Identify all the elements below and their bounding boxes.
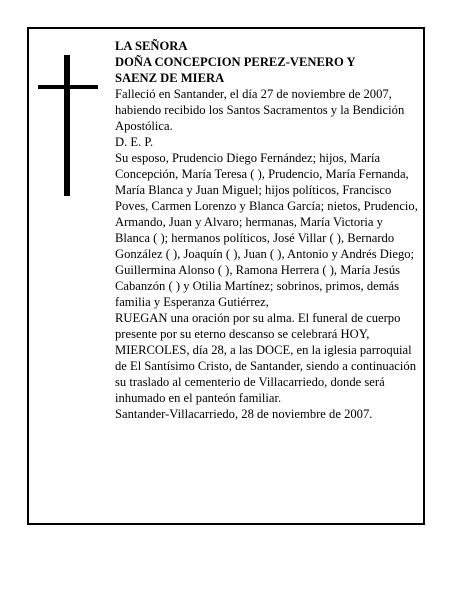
cross-vertical-bar bbox=[64, 55, 70, 196]
place-and-date: Santander-Villacarriedo, 28 de noviembre de 2007. bbox=[115, 407, 373, 421]
latin-cross-icon bbox=[38, 55, 98, 196]
funeral-details: RUEGAN una oración por su alma. El funeral de cuerpo presente por su eterno descanso se celebrará HOY, MIERCOLES, día 28, a las DOCE, en la iglesia parroquial de El Santísimo Cristo, de Santander, siendo a continuación su traslado al cementerio de Villacarriedo, donde será inhumado en el panteón familiar. bbox=[115, 311, 416, 405]
dep-line: D. E. P. bbox=[115, 135, 154, 149]
family-list: Su esposo, Prudencio Diego Fernández; hijos, María Concepción, María Teresa ( ), Prudencio, María Fernanda, María Blanca y Juan Miguel; hijos políticos, Francisco Poves, Carmen Lorenzo y Blanca García; nietos, Prudencio, Armando, Juan y Alvaro; hermanas, María Victoria y Blanca ( ); hermanos políticos, José Villar ( ), Bernardo González ( ), Joaquín ( ), Juan ( ), Antonio y Andrés Diego; Guillermina Alonso ( ), Ramona Herrera ( ), María Jesús Cabanzón ( ) y Otilia Martínez; sobrinos, primos, demás familia y Esperanza Gutiérrez, bbox=[115, 151, 418, 309]
obituary-text bbox=[115, 38, 419, 422]
death-announcement: Falleció en Santander, el día 27 de noviembre de 2007, habiendo recibido los Santos Sacramentos y la Bendición Apostólica. bbox=[115, 87, 405, 133]
notice-title: LA SEÑORA bbox=[115, 39, 188, 53]
deceased-name-line-2: SAENZ DE MIERA bbox=[115, 71, 225, 85]
cross-horizontal-bar bbox=[38, 85, 98, 89]
deceased-name-line-1: DOÑA CONCEPCION PEREZ-VENERO Y bbox=[115, 55, 356, 69]
